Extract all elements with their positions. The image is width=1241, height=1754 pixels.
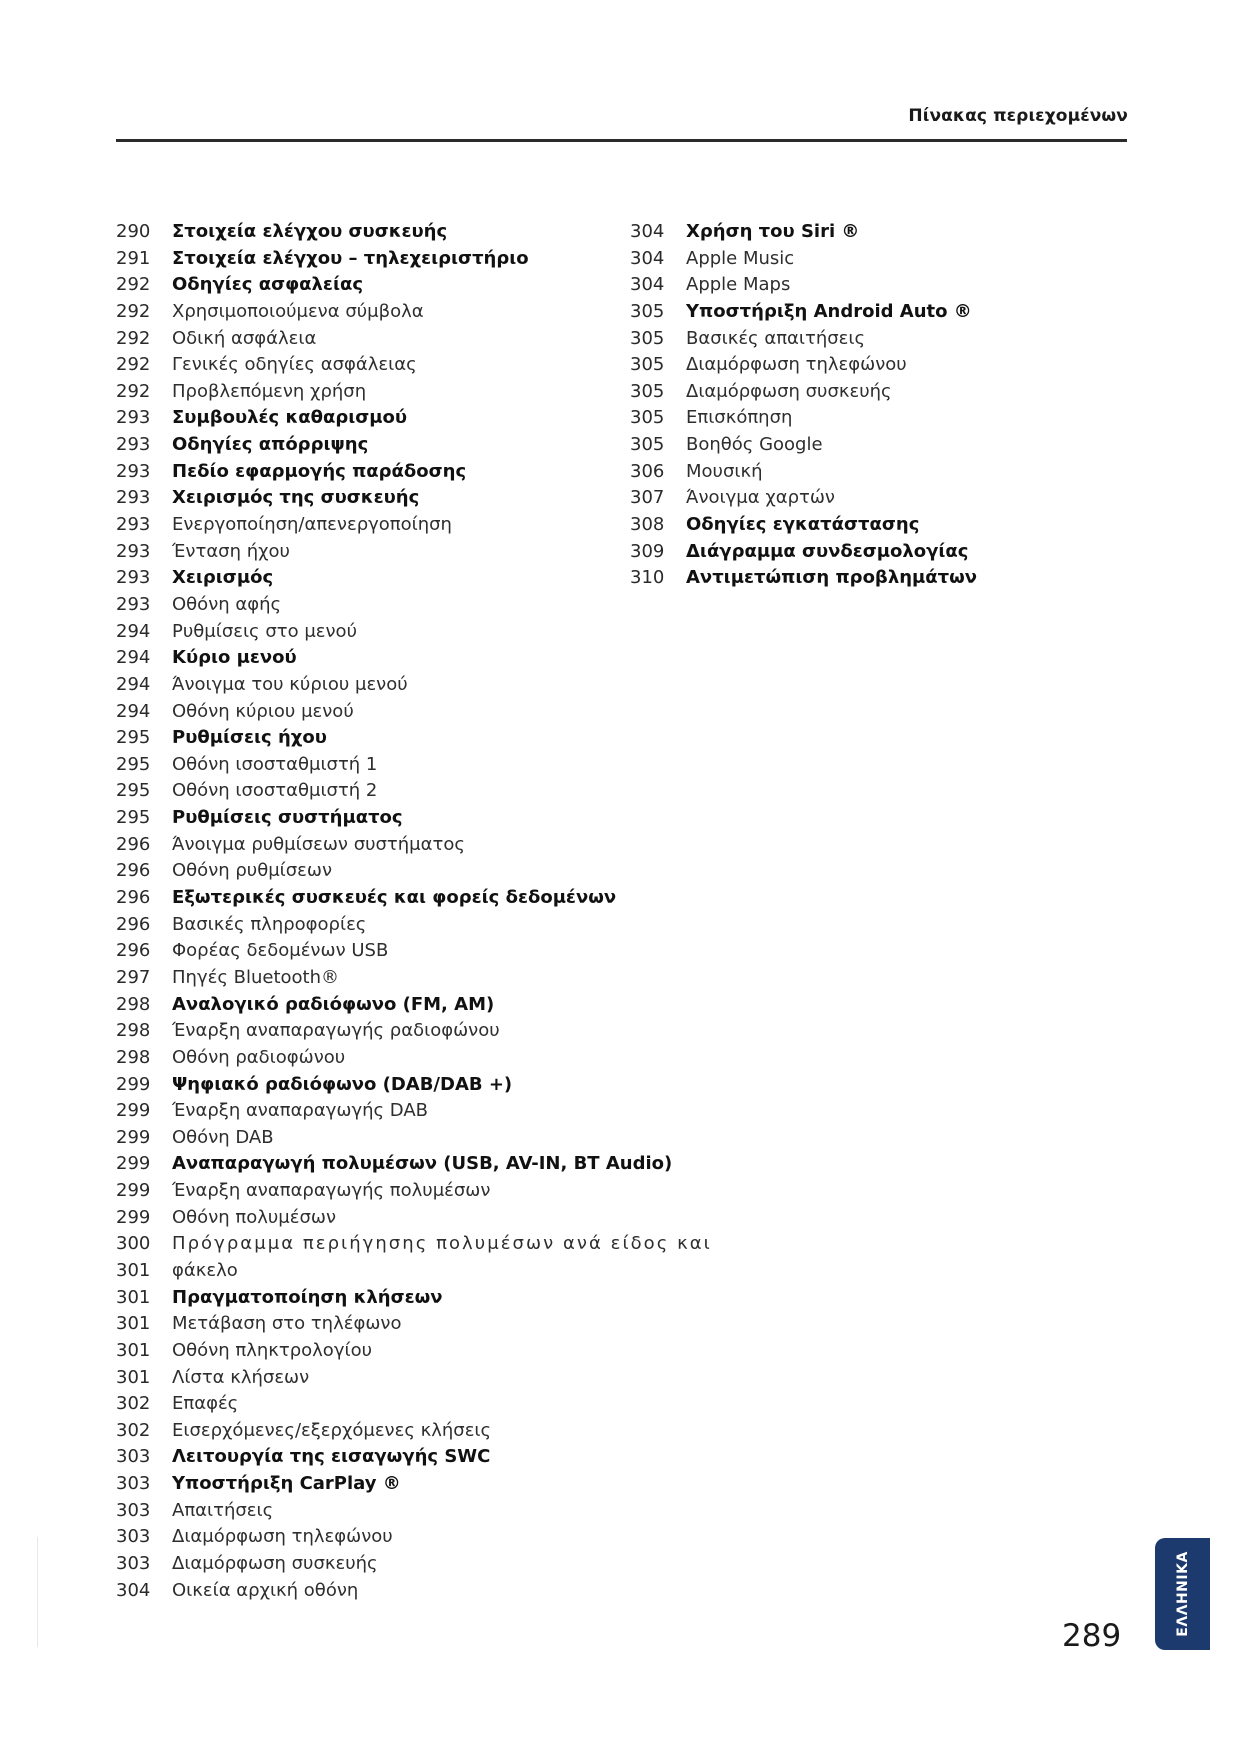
toc-title: Διάγραμμα συνδεσμολογίας	[686, 540, 969, 562]
toc-page-number: 301	[116, 1313, 151, 1335]
toc-page-number: 295	[116, 807, 151, 829]
toc-title: Στοιχεία ελέγχου – τηλεχειριστήριο	[172, 247, 529, 269]
toc-title: Αντιμετώπιση προβλημάτων	[686, 567, 978, 589]
toc-page-number: 290	[116, 221, 151, 242]
toc-title: Προβλεπόμενη χρήση	[172, 380, 367, 402]
toc-page-number: 292	[116, 380, 151, 402]
toc-title: Εξωτερικές συσκευές και φορείς δεδομένων	[172, 887, 617, 909]
toc-page-number: 293	[116, 460, 151, 482]
toc-entry	[630, 485, 1050, 512]
toc-title: Πραγματοποίηση κλήσεων	[172, 1286, 443, 1308]
toc-page-number: 309	[630, 540, 665, 562]
toc-entry	[116, 752, 656, 779]
toc-title: Ενεργοποίηση/απενεργοποίηση	[172, 514, 452, 536]
header-divider	[116, 139, 1127, 142]
toc-entry	[630, 405, 1050, 432]
toc-page-number: 299	[116, 1126, 151, 1148]
page-number: 289	[1062, 1618, 1122, 1654]
toc-page-number: 295	[116, 727, 151, 749]
toc-page-number: 306	[630, 460, 665, 482]
toc-page-number: 293	[116, 407, 151, 429]
toc-page-number: 303	[116, 1446, 151, 1468]
toc-page-number: 293	[116, 514, 151, 536]
toc-entry	[630, 432, 1050, 459]
toc-page-number: 294	[116, 700, 151, 722]
toc-title: Ψηφιακό ραδιόφωνο (DAB/DAB +)	[172, 1073, 513, 1095]
toc-title: Άνοιγμα του κύριου μενού	[172, 673, 408, 695]
toc-title: Οθόνη πολυμέσων	[172, 1206, 337, 1228]
toc-page-number: 305	[630, 354, 665, 376]
toc-title: Λίστα κλήσεων	[172, 1366, 310, 1388]
toc-title: Συμβουλές καθαρισμού	[172, 407, 408, 429]
toc-entry	[116, 565, 656, 592]
toc-entry	[116, 219, 656, 246]
toc-entry	[116, 992, 656, 1019]
toc-title: Διαμόρφωση τηλεφώνου	[172, 1526, 393, 1548]
toc-page-number: 296	[116, 833, 151, 855]
toc-title: Λειτουργία της εισαγωγής SWC	[172, 1446, 491, 1468]
toc-page-number: 305	[630, 327, 665, 349]
toc-entry	[116, 405, 656, 432]
toc-title: Έναρξη αναπαραγωγής πολυμέσων	[172, 1180, 491, 1202]
toc-title: Πηγές Bluetooth®	[172, 966, 339, 988]
toc-entry	[116, 1391, 656, 1418]
toc-page-number: 293	[116, 593, 151, 615]
toc-entry	[116, 1072, 656, 1099]
toc-title: Άνοιγμα ρυθμίσεων συστήματος	[172, 833, 465, 855]
toc-page-number: 303	[116, 1553, 151, 1575]
toc-title: Οθόνη ραδιοφώνου	[172, 1046, 346, 1068]
toc-entry	[116, 1338, 656, 1365]
toc-title: Οθόνη DAB	[172, 1126, 274, 1148]
toc-page-number: 299	[116, 1153, 151, 1175]
toc-title: Χειρισμός της συσκευής	[172, 487, 420, 509]
toc-page-number: 293	[116, 487, 151, 509]
toc-entry	[116, 1258, 656, 1285]
toc-page-number: 296	[116, 913, 151, 935]
toc-entry	[116, 725, 656, 752]
toc-title: Φορέας δεδομένων USB	[172, 940, 389, 962]
toc-entry	[116, 1231, 712, 1258]
toc-title: Απαιτήσεις	[172, 1499, 274, 1521]
toc-page-number: 300	[116, 1233, 151, 1255]
toc-page-number: 302	[116, 1419, 151, 1441]
toc-page-number: 291	[116, 247, 151, 269]
toc-entry	[630, 352, 1050, 379]
toc-page-number: 304	[630, 274, 665, 296]
toc-title: Πρόγραμμα περιήγησης πολυμέσων ανά είδος και	[172, 1233, 712, 1255]
toc-title: φάκελο	[172, 1259, 238, 1281]
toc-title: Άνοιγμα χαρτών	[686, 487, 835, 509]
toc-page-number: 292	[116, 354, 151, 376]
toc-entry	[116, 1311, 656, 1338]
toc-page-number: 301	[116, 1259, 151, 1281]
toc-entry	[116, 1365, 656, 1392]
toc-page-number: 292	[116, 274, 151, 296]
toc-entry	[116, 805, 656, 832]
toc-title: Ρυθμίσεις στο μενού	[172, 620, 357, 642]
toc-entry	[116, 885, 656, 912]
toc-page-number: 299	[116, 1100, 151, 1122]
toc-entry	[116, 326, 656, 353]
toc-entry	[116, 619, 656, 646]
toc-title: Χειρισμός	[172, 567, 274, 589]
toc-title: Apple Music	[686, 247, 795, 269]
toc-entry	[116, 459, 656, 486]
toc-entry	[116, 1578, 656, 1605]
language-tab-label: ΕΛΛΗΝΙΚΑ	[1174, 1551, 1191, 1637]
toc-page-number: 298	[116, 993, 151, 1015]
toc-entry	[116, 1418, 656, 1445]
toc-title: Επαφές	[172, 1393, 239, 1415]
toc-entry	[116, 1285, 656, 1312]
toc-entry	[116, 1098, 656, 1125]
toc-page-number: 301	[116, 1366, 151, 1388]
toc-page-number: 301	[116, 1286, 151, 1308]
toc-page-number: 296	[116, 887, 151, 909]
toc-title: Πεδίο εφαρμογής παράδοσης	[172, 460, 467, 482]
toc-title: Μουσική	[686, 460, 763, 482]
toc-page-number: 305	[630, 434, 665, 456]
toc-title: Μετάβαση στο τηλέφωνο	[172, 1313, 402, 1335]
toc-column-left	[116, 219, 712, 1604]
toc-entry	[630, 299, 1050, 326]
toc-page-number: 305	[630, 407, 665, 429]
toc-page-number: 303	[116, 1499, 151, 1521]
toc-page-number: 297	[116, 966, 151, 988]
toc-entry	[116, 672, 656, 699]
toc-entry	[116, 512, 656, 539]
toc-title: Οθόνη ισοσταθμιστή 2	[172, 780, 378, 802]
toc-title: Βασικές πληροφορίες	[172, 913, 367, 935]
toc-title: Βασικές απαιτήσεις	[686, 327, 866, 349]
toc-title: Διαμόρφωση συσκευής	[686, 380, 892, 402]
toc-title: Οικεία αρχική οθόνη	[172, 1579, 359, 1601]
toc-page-number: 302	[116, 1393, 151, 1415]
toc-entry	[630, 219, 1050, 246]
toc-title: Ρυθμίσεις ήχου	[172, 727, 327, 749]
toc-page-number: 296	[116, 860, 151, 882]
toc-page-number: 305	[630, 300, 665, 322]
toc-entry	[116, 352, 656, 379]
toc-page-number: 298	[116, 1046, 151, 1068]
toc-page-number: 294	[116, 620, 151, 642]
toc-entry	[630, 246, 1050, 273]
toc-page-number: 310	[630, 567, 665, 589]
toc-title: Υποστήριξη CarPlay ®	[172, 1473, 401, 1495]
toc-entry	[630, 565, 1050, 592]
toc-page-number: 298	[116, 1020, 151, 1042]
toc-title: Χρήση του Siri ®	[686, 221, 860, 242]
toc-entry	[116, 1018, 656, 1045]
toc-page-number: 292	[116, 327, 151, 349]
toc-entry	[116, 379, 656, 406]
toc-title: Οθόνη πληκτρολογίου	[172, 1339, 372, 1361]
toc-page-number: 293	[116, 434, 151, 456]
toc-entry	[116, 1498, 656, 1525]
toc-title: Αναπαραγωγή πολυμέσων (USB, AV-IN, BT Audio)	[172, 1153, 673, 1175]
toc-title: Κύριο μενού	[172, 647, 297, 669]
toc-entry	[116, 1524, 656, 1551]
toc-entry	[116, 272, 656, 299]
toc-entry	[116, 246, 656, 273]
toc-entry	[116, 858, 656, 885]
toc-entry	[116, 1178, 656, 1205]
toc-entry	[116, 912, 656, 939]
toc-title: Οδηγίες ασφαλείας	[172, 274, 364, 296]
toc-title: Οδηγίες εγκατάστασης	[686, 514, 920, 536]
toc-title: Γενικές οδηγίες ασφάλειας	[172, 354, 417, 376]
toc-title: Ρυθμίσεις συστήματος	[172, 807, 403, 829]
toc-title: Χρησιμοποιούμενα σύμβολα	[172, 300, 424, 322]
toc-entry	[116, 1045, 656, 1072]
toc-title: Έναρξη αναπαραγωγής DAB	[172, 1100, 428, 1122]
toc-title: Οθόνη ισοσταθμιστή 1	[172, 753, 378, 775]
toc-entry	[116, 699, 656, 726]
page-header-title: Πίνακας περιεχομένων	[908, 106, 1128, 126]
language-tab	[1155, 1538, 1210, 1650]
toc-page-number: 303	[116, 1473, 151, 1495]
toc-title: Εισερχόμενες/εξερχόμενες κλήσεις	[172, 1419, 492, 1441]
toc-page-number: 296	[116, 940, 151, 962]
toc-entry	[116, 832, 656, 859]
toc-title: Υποστήριξη Android Auto ®	[686, 300, 972, 322]
toc-entry	[116, 965, 656, 992]
toc-title: Οθόνη ρυθμίσεων	[172, 860, 333, 882]
toc-entry	[116, 539, 656, 566]
toc-entry	[116, 1471, 656, 1498]
toc-title: Διαμόρφωση τηλεφώνου	[686, 354, 907, 376]
toc-title: Οδική ασφάλεια	[172, 327, 317, 349]
toc-title: Οθόνη αφής	[172, 593, 282, 615]
toc-column-right	[630, 219, 1050, 592]
toc-title: Διαμόρφωση συσκευής	[172, 1553, 378, 1575]
toc-title: Στοιχεία ελέγχου συσκευής	[172, 221, 448, 242]
toc-entry	[630, 272, 1050, 299]
toc-title: Ένταση ήχου	[172, 540, 290, 562]
toc-page-number: 299	[116, 1206, 151, 1228]
toc-entry	[116, 1551, 656, 1578]
toc-page-number: 294	[116, 647, 151, 669]
toc-entry	[630, 459, 1050, 486]
toc-title: Επισκόπηση	[686, 407, 793, 429]
toc-page-number: 299	[116, 1180, 151, 1202]
toc-entry	[630, 539, 1050, 566]
toc-entry	[116, 1125, 656, 1152]
toc-entry	[116, 645, 656, 672]
toc-page-number: 304	[630, 247, 665, 269]
toc-page-number: 304	[116, 1579, 151, 1601]
toc-page-number: 301	[116, 1339, 151, 1361]
margin-line	[37, 1537, 38, 1647]
toc-entry	[116, 778, 656, 805]
toc-entry	[116, 485, 656, 512]
toc-page-number: 307	[630, 487, 665, 509]
toc-entry	[116, 1444, 656, 1471]
toc-page-number: 292	[116, 300, 151, 322]
toc-page-number: 295	[116, 753, 151, 775]
toc-entry	[116, 938, 656, 965]
toc-entry	[630, 512, 1050, 539]
toc-title: Οθόνη κύριου μενού	[172, 700, 354, 722]
toc-page-number: 295	[116, 780, 151, 802]
toc-page-number: 303	[116, 1526, 151, 1548]
toc-page-number: 308	[630, 514, 665, 536]
toc-page-number: 293	[116, 567, 151, 589]
toc-title: Αναλογικό ραδιόφωνο (FM, AM)	[172, 993, 495, 1015]
toc-entry	[630, 326, 1050, 353]
toc-entry	[116, 432, 656, 459]
toc-entry	[116, 299, 656, 326]
toc-entry	[116, 592, 656, 619]
toc-title: Έναρξη αναπαραγωγής ραδιοφώνου	[172, 1020, 500, 1042]
toc-title: Apple Maps	[686, 274, 791, 296]
toc-title: Βοηθός Google	[686, 434, 823, 456]
toc-page-number: 293	[116, 540, 151, 562]
toc-entry	[116, 1151, 673, 1178]
toc-page-number: 294	[116, 673, 151, 695]
toc-page-number: 305	[630, 380, 665, 402]
toc-title: Οδηγίες απόρριψης	[172, 434, 369, 456]
toc-page-number: 299	[116, 1073, 151, 1095]
toc-page-number: 304	[630, 221, 665, 242]
toc-entry	[116, 1205, 656, 1232]
toc-entry	[630, 379, 1050, 406]
